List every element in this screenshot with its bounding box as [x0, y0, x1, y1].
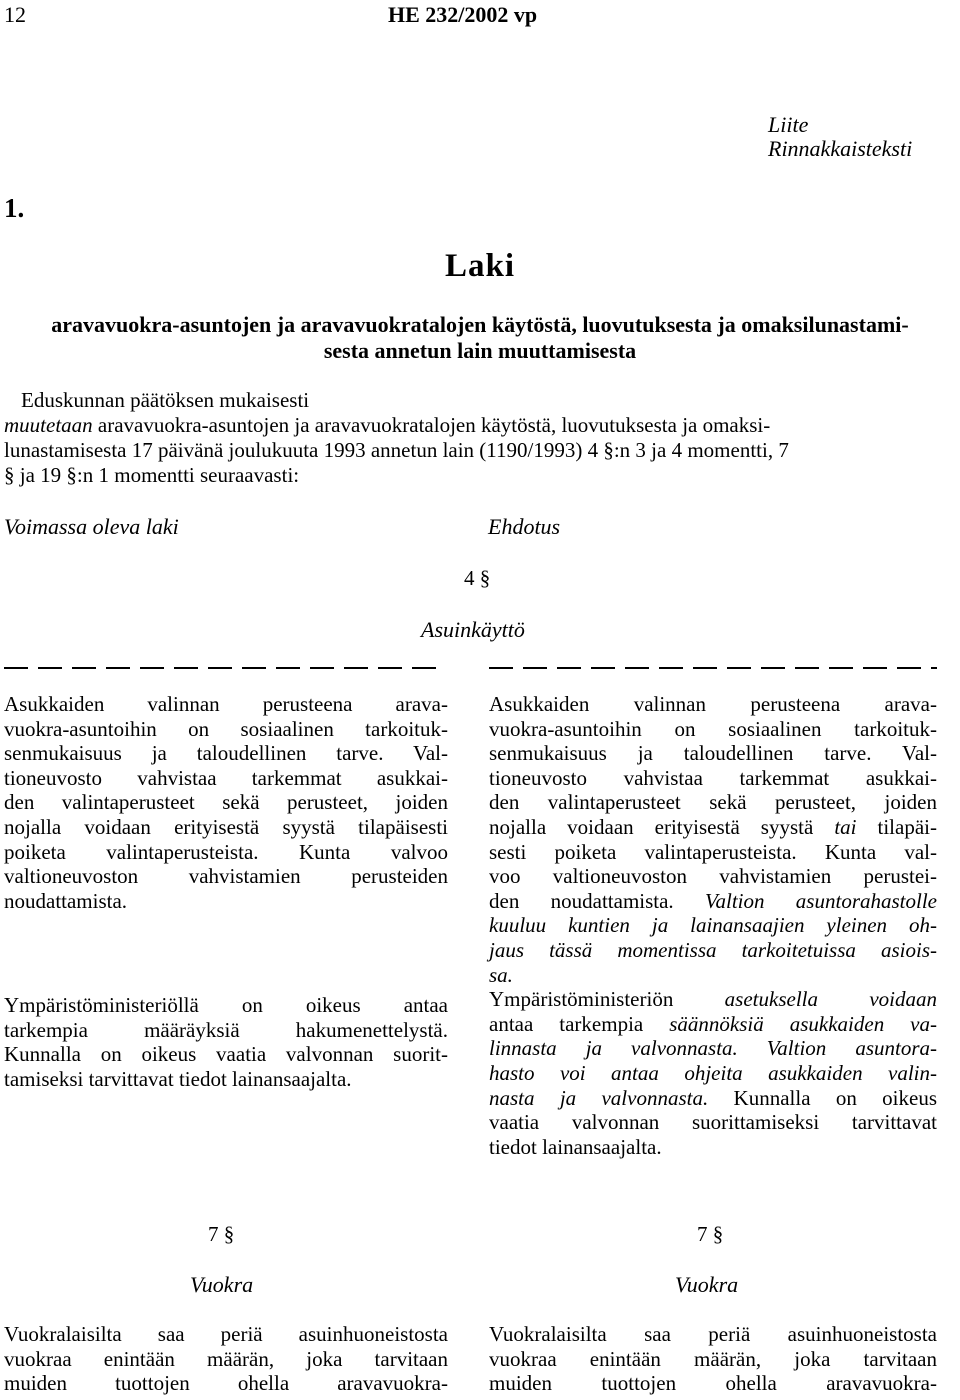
document-id: HE 232/2002 vp	[388, 2, 538, 27]
section-7-left-line: muiden tuottojen ohella aravavuokra-	[4, 1371, 448, 1396]
section-4-number: 4 §	[464, 566, 491, 590]
section-4-left-line: poiketa valintaperusteista. Kunta valvoo	[4, 839, 448, 864]
section-7-left-line: vuokraa enintään määrän, joka tarvitaan	[4, 1346, 448, 1371]
section-4-right-line	[489, 1110, 937, 1134]
section-4-left-line: nojalla voidaan erityisestä syystä tilapäisesti	[4, 815, 448, 839]
left-column-heading: Voimassa oleva laki	[4, 514, 179, 539]
law-title: Laki	[444, 248, 516, 284]
text-segment: Ympäristöministeriön	[489, 987, 725, 1012]
section-4-left-line: tarkempia määräyksiä hakumenettelystä.	[4, 1017, 448, 1042]
preamble-line-2-text: aravavuokra-asuntojen ja aravavuokratalojen käytöstä, luovutuksesta ja omaksi-	[92, 413, 771, 437]
text-segment: Kunnalla on oikeus	[708, 1085, 937, 1110]
text-segment: sesti poiketa valintaperusteista. Kunta val-	[489, 839, 937, 864]
text-segment: den noudattamista.	[489, 888, 705, 913]
section-4-right-line	[489, 1036, 937, 1060]
section-4-right-line	[489, 790, 937, 814]
section-4-left-line: vuokra-asuntoihin on sosiaalinen tarkoituk-	[4, 716, 448, 741]
text-segment: senmukaisuus ja taloudellinen tarve. Val-	[489, 741, 937, 766]
text-segment: tioneuvosto vahvistaa tarkemmat asukkai-	[489, 765, 937, 790]
italic-text: säännöksiä asukkaiden va-	[669, 1011, 937, 1036]
page-number: 12	[4, 2, 26, 27]
text-segment: vaatia valvonnan suorittamiseksi tarvittavat	[489, 1110, 937, 1135]
section-7-right-line: vuokraa enintään määrän, joka tarvitaan	[489, 1346, 937, 1371]
section-7-right-number: 7 §	[697, 1222, 724, 1246]
italic-text: jaus tässä momentissa tarkoitetuissa asiois-	[489, 938, 937, 962]
text-segment: Asukkaiden valinnan perusteena arava-	[489, 692, 937, 716]
preamble-line-3: lunastamisesta 17 päivänä joulukuuta 1993 annetun lain (1190/1993) 4 §:n 3 ja 4 momentti, 7	[4, 438, 789, 462]
text-segment: tiedot lainansaajalta.	[489, 1134, 662, 1159]
appendix-label: Liite	[768, 112, 809, 137]
preamble-line-1: Eduskunnan päätöksen mukaisesti	[21, 388, 310, 412]
section-4-right-line	[489, 913, 937, 937]
section-4-title: Asuinkäyttö	[421, 617, 525, 642]
italic-text: asetuksella voidaan	[724, 987, 937, 1012]
law-subtitle-line-1: aravavuokra-asuntojen ja aravavuokratalojen käytöstä, luovutuksesta ja omaksilunastami-	[51, 312, 909, 337]
parallel-text-label: Rinnakkaisteksti	[768, 136, 913, 161]
section-4-left-line: valtioneuvoston vahvistamien perusteiden	[4, 864, 448, 889]
section-4-left-line: den valintaperusteet sekä perusteet, joiden	[4, 790, 448, 815]
section-4-right-line	[489, 889, 937, 913]
section-4-right-line	[489, 1061, 937, 1085]
section-4-right-line	[489, 692, 937, 716]
text-segment: nojalla voidaan erityisestä syystä	[489, 815, 835, 839]
section-4-left-line: noudattamista.	[4, 888, 128, 913]
text-segment: antaa tarkempia	[489, 1011, 670, 1036]
preamble-verb: muutetaan	[4, 413, 93, 437]
right-column-heading: Ehdotus	[488, 514, 561, 539]
section-4-left-line: Asukkaiden valinnan perusteena arava-	[4, 692, 448, 716]
section-4-right-line	[489, 766, 937, 790]
section-4-right-line	[489, 938, 937, 962]
preamble-line-4: § ja 19 §:n 1 momentti seuraavasti:	[4, 463, 300, 487]
italic-text: linnasta ja valvonnasta. Valtion asuntora-	[489, 1036, 937, 1061]
text-segment: voo valtioneuvoston vahvistamien perustei-	[489, 864, 937, 889]
section-7-left-number: 7 §	[208, 1222, 235, 1246]
italic-text: kuuluu kuntien ja lainansaajien yleinen oh-	[489, 913, 937, 938]
section-4-right-line	[489, 717, 937, 741]
italic-text: tai	[834, 815, 857, 839]
section-7-left-title: Vuokra	[190, 1272, 254, 1297]
section-7-right-line: Vuokralaisilta saa periä asuinhuoneistosta	[489, 1322, 937, 1346]
italic-text: hasto voi antaa ohjeita asukkaiden valin-	[489, 1061, 937, 1085]
text-segment: vuokra-asuntoihin on sosiaalinen tarkoituk-	[489, 716, 937, 741]
section-4-left-line: Kunnalla on oikeus vaatia valvonnan suorit-	[4, 1042, 448, 1067]
section-4-left-line: tamiseksi tarvittavat tiedot lainansaajalta.	[4, 1066, 352, 1091]
preamble-line-2	[4, 413, 770, 437]
section-7-right-title: Vuokra	[675, 1272, 739, 1297]
italic-text: Valtion asuntorahastolle	[705, 888, 937, 913]
section-4-right-line	[489, 1135, 662, 1159]
text-segment: tilapäi-	[856, 815, 937, 839]
section-7-right-line: muiden tuottojen ohella aravavuokra-	[489, 1371, 937, 1396]
text-segment: den valintaperusteet sekä perusteet, joiden	[489, 790, 937, 815]
section-4-left-line: tioneuvosto vahvistaa tarkemmat asukkai-	[4, 765, 448, 790]
left-omission-marker	[4, 667, 444, 669]
section-4-left-line: senmukaisuus ja taloudellinen tarve. Val-	[4, 741, 448, 766]
section-4-right-line	[489, 963, 513, 987]
right-omission-marker	[489, 667, 937, 669]
section-4-left-line: Ympäristöministeriöllä on oikeus antaa	[4, 993, 448, 1017]
section-4-right-line	[489, 815, 937, 839]
section-4-right-line	[489, 840, 937, 864]
section-4-right-line	[489, 987, 937, 1011]
italic-text: nasta ja valvonnasta.	[489, 1085, 709, 1110]
section-4-right-line	[489, 741, 937, 765]
italic-text: sa.	[489, 962, 513, 987]
section-4-right-line	[489, 1086, 937, 1110]
section-4-right-line	[489, 1012, 937, 1036]
section-7-left-line: Vuokralaisilta saa periä asuinhuoneistosta	[4, 1322, 448, 1346]
item-number: 1.	[4, 193, 25, 223]
law-subtitle-line-2: sesta annetun lain muuttamisesta	[323, 338, 637, 363]
section-4-right-line	[489, 864, 937, 888]
